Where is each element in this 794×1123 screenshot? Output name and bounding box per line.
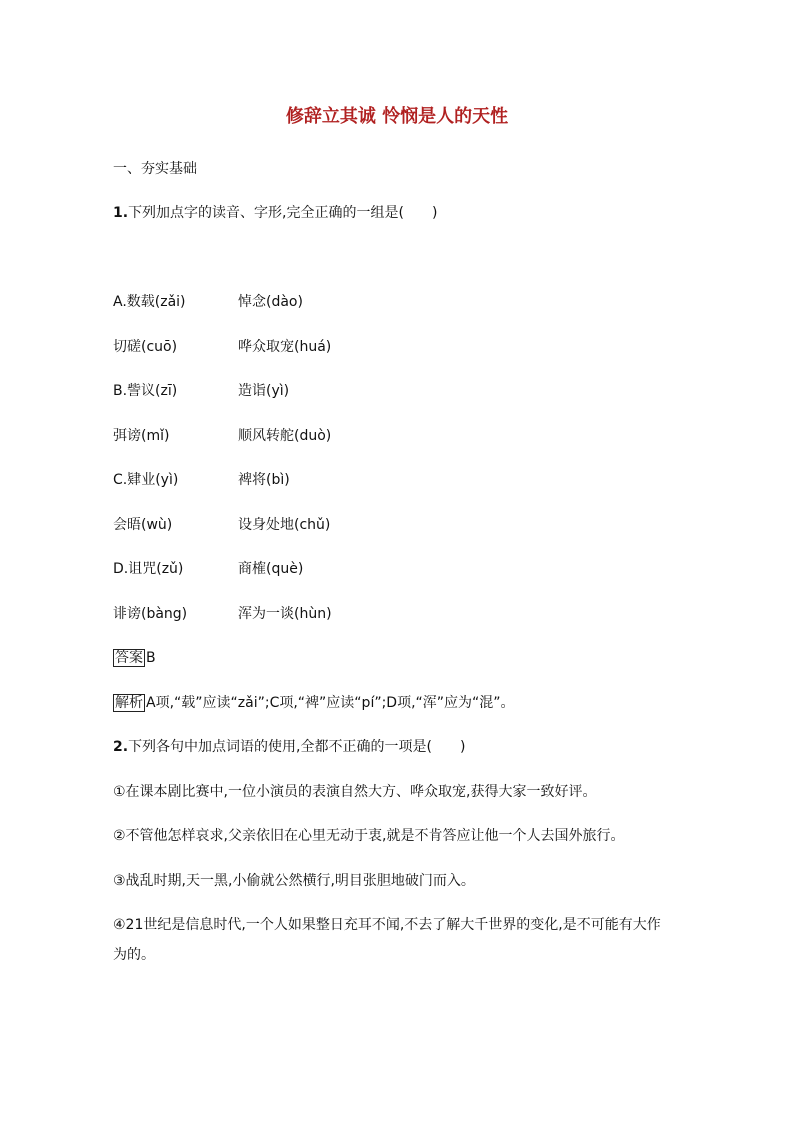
- option-d-right: 商榷(què): [238, 561, 304, 577]
- answer-line: [113, 649, 156, 667]
- option-d-left: D.诅咒(zǔ): [113, 561, 184, 577]
- section-heading: 一、夯实基础: [113, 161, 197, 177]
- option-d2-right: 浑为一谈(hùn): [238, 606, 332, 622]
- option-b-left: B.訾议(zī): [113, 383, 178, 399]
- answer-value: B: [146, 650, 156, 666]
- option-b-right: 造诣(yì): [238, 383, 290, 399]
- analysis-line: [113, 694, 515, 712]
- question-number: 1.: [113, 205, 129, 221]
- question-2-stem: [113, 738, 465, 756]
- option-b2-right: 顺风转舵(duò): [238, 428, 332, 444]
- option-c2-left: 会晤(wù): [113, 517, 173, 533]
- analysis-text: A项,“载”应读“zǎi”;C项,“裨”应读“pí”;D项,“浑”应为“混”。: [146, 695, 515, 711]
- option-d2-left: 诽谤(bàng): [113, 606, 188, 622]
- sentence-3: ③战乱时期,天一黑,小偷就公然横行,明目张胆地破门而入。: [113, 873, 475, 889]
- question-number: 2.: [113, 739, 129, 755]
- question-text: 下列加点字的读音、字形,完全正确的一组是( ): [128, 205, 438, 221]
- sentence-2: ②不管他怎样哀求,父亲依旧在心里无动于衷,就是不肯答应让他一个人去国外旅行。: [113, 828, 625, 844]
- option-a2-right: 哗众取宠(huá): [238, 339, 332, 355]
- option-b2-left: 弭谤(mǐ): [113, 428, 170, 444]
- sentence-1: ①在课本剧比赛中,一位小演员的表演自然大方、哗众取宠,获得大家一致好评。: [113, 784, 597, 800]
- option-a2-left: 切磋(cuō): [113, 339, 178, 355]
- question-1-stem: [113, 204, 437, 222]
- option-c-left: C.肄业(yì): [113, 472, 179, 488]
- sentence-4-continued: 为的。: [113, 947, 155, 963]
- question-text: 下列各句中加点词语的使用,全都不正确的一项是( ): [128, 739, 466, 755]
- option-a-left: A.数载(zǎi): [113, 294, 186, 310]
- option-c2-right: 设身处地(chǔ): [238, 517, 331, 533]
- answer-label: 答案: [115, 650, 143, 666]
- option-c-right: 裨将(bì): [238, 472, 290, 488]
- option-a-right: 悼念(dào): [238, 294, 303, 310]
- document-title: 修辞立其诚 怜悯是人的天性: [285, 106, 509, 127]
- sentence-4: ④21世纪是信息时代,一个人如果整日充耳不闻,不去了解大千世界的变化,是不可能有大作: [113, 917, 661, 933]
- analysis-label: 解析: [115, 695, 143, 711]
